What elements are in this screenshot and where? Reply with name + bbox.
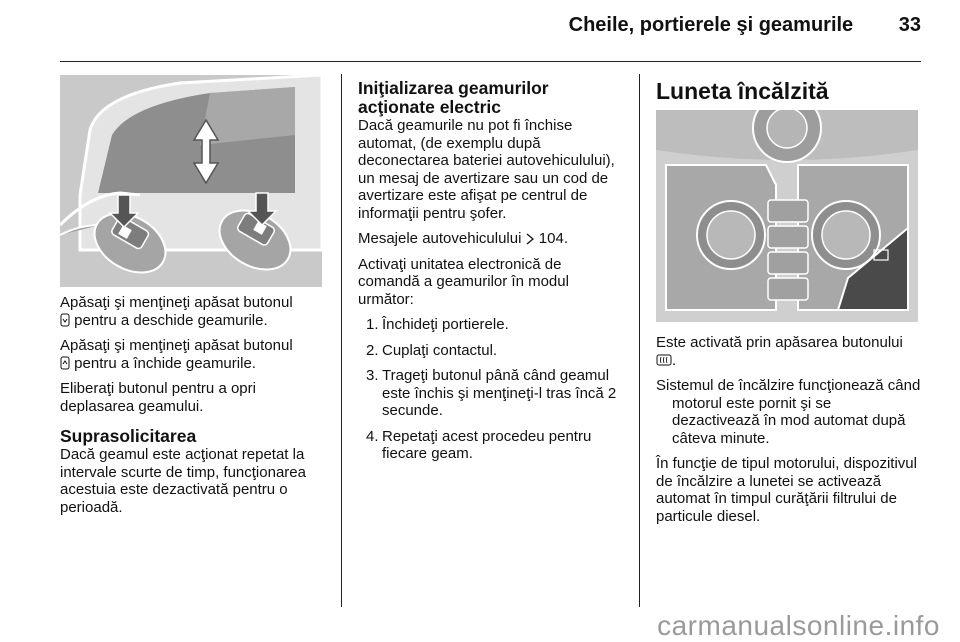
heading-window-initialization: Iniţializarea geamurilor acţionate electric <box>358 78 549 117</box>
window-up-icon <box>60 356 70 370</box>
paragraph-activation: Este activată prin apăsarea butonului . <box>656 334 903 369</box>
column-divider-2 <box>639 74 640 607</box>
heading-heated-rear-window: Luneta încălzită <box>656 78 829 104</box>
paragraph-vehicle-messages: Mesajele autovehiculului 104. <box>358 230 568 247</box>
right-column-text <box>656 334 922 533</box>
watermark: carmanualsonline.info <box>657 610 940 641</box>
page-number: 33 <box>898 14 921 36</box>
left-column <box>60 294 328 524</box>
window-down-icon <box>60 313 70 327</box>
column-divider-1 <box>341 74 342 607</box>
header-rule <box>60 61 921 62</box>
paragraph-close-windows: Apăsaţi şi menţineţi apăsat butonul pentru a închide geamurile. <box>60 337 293 372</box>
middle-column <box>358 79 620 471</box>
heading-overload: Suprasolicitarea <box>60 426 197 446</box>
list-item: 3. Trageţi butonul până când geamul este închis şi menţineţi-l tras încă 2 secunde. <box>366 367 617 419</box>
list-item: 2. Cuplaţi contactul. <box>366 341 498 359</box>
page-ref-arrow-icon <box>526 233 535 245</box>
paragraph-diesel-filter: În funcţie de tipul motorului, dispozitivul de încălzire a lunetei se activează automat în timpul curăţării filtrului de particule diesel. <box>656 455 917 525</box>
paragraph-heater-system: Sistemul de încălzire funcţionează când motorul este pornit şi se dezactivează în mod automat după câteva minute. <box>656 377 921 447</box>
paragraph-release: Eliberaţi butonul pentru a opri deplasarea geamului. <box>60 380 256 415</box>
paragraph-activate-unit: Activaţi unitatea electronică de comandă a geamurilor în modul următor: <box>358 255 569 308</box>
page-header <box>0 14 921 37</box>
rear-window-heater-icon <box>656 354 672 367</box>
paragraph-overload: Dacă geamul este acţionat repetat la intervale scurte de timp, funcţionarea acestuia este dezactivată pentru o perioadă. <box>60 446 306 516</box>
climate-panel-illustration <box>656 110 918 322</box>
paragraph-open-windows: Apăsaţi şi menţineţi apăsat butonul pentru a deschide geamurile. <box>60 294 293 329</box>
init-steps-list <box>358 316 620 463</box>
window-keyfob-illustration <box>60 75 322 287</box>
list-item: 4. Repetaţi acest procedeu pentru fiecare geam. <box>366 427 592 462</box>
page-title: Cheile, portierele şi geamurile <box>568 14 854 36</box>
paragraph-init-intro: Dacă geamurile nu pot fi închise automat, (de exemplu după deconectarea bateriei autovehiculului), un mesaj de avertizare sau un cod de avertizare este afişat pe centrul de informaţii pentru şofer. <box>358 117 615 222</box>
list-item: 1. Închideţi portierele. <box>366 316 509 333</box>
